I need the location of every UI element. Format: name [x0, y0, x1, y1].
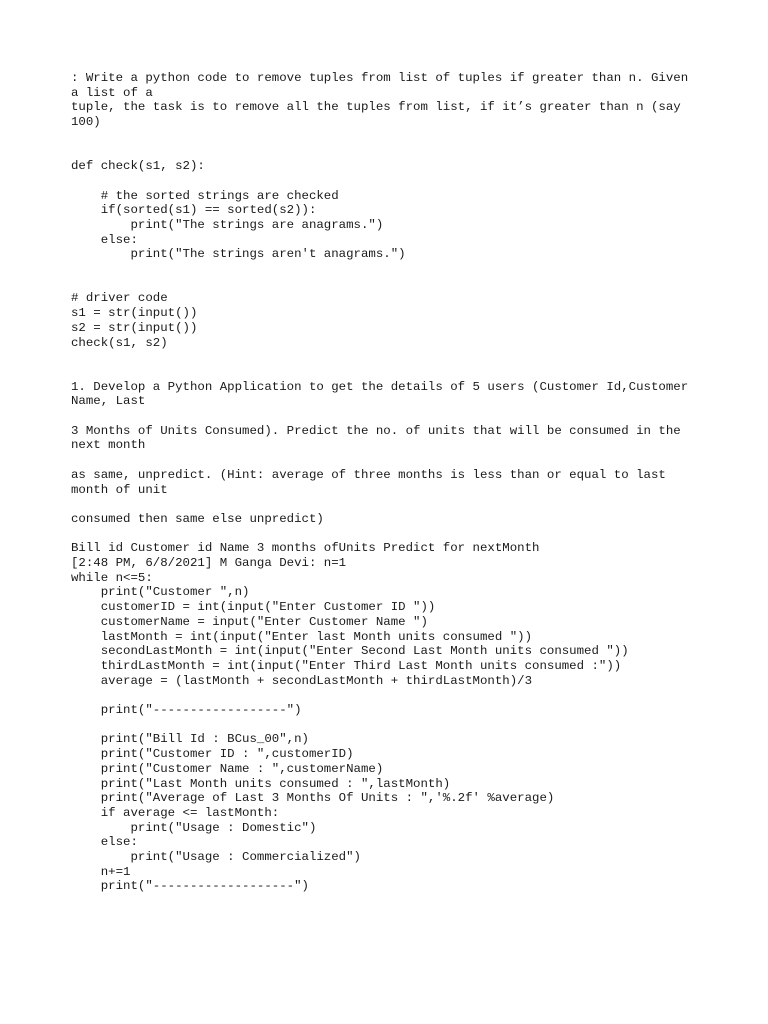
text-line: [71, 453, 701, 468]
text-line: if(sorted(s1) == sorted(s2)):: [71, 203, 317, 218]
text-line: tuple, the task is to remove all the tuples from list, if it’s greater than n (say: [71, 100, 681, 115]
text-line: # driver code: [71, 291, 168, 306]
text-line: 100): [71, 115, 101, 130]
text-line: Name, Last: [71, 394, 146, 409]
text-line: month of unit: [71, 482, 168, 497]
text-line: print("Last Month units consumed : ",lastMonth): [71, 776, 451, 791]
text-line: print("The strings aren't anagrams."): [71, 247, 406, 262]
text-line: consumed then same else unpredict): [71, 511, 324, 526]
text-line: [71, 130, 701, 145]
text-line: [71, 527, 701, 542]
text-line: print("Usage : Commercialized"): [71, 850, 361, 865]
text-line: : Write a python code to remove tuples from list of tuples if greater than n. Given: [71, 71, 689, 85]
text-line: s2 = str(input()): [71, 320, 198, 335]
text-line: [2:48 PM, 6/8/2021] M Ganga Devi: n=1: [71, 556, 347, 571]
text-line: [71, 145, 701, 160]
text-line: average = (lastMonth + secondLastMonth + thirdLastMonth)/3: [71, 673, 533, 688]
text-line: [71, 688, 701, 703]
text-line: 3 Months of Units Consumed). Predict the no. of units that will be consumed in the: [71, 423, 681, 438]
text-line: print("Customer ID : ",customerID): [71, 747, 354, 762]
text-line: print("Average of Last 3 Months Of Units : ",'%.2f' %average): [71, 791, 555, 806]
text-line: print("Customer Name : ",customerName): [71, 761, 384, 776]
text-line: print("The strings are anagrams."): [71, 217, 384, 232]
text-line: check(s1, s2): [71, 335, 168, 350]
text-line: print("Bill Id : BCus_00",n): [71, 732, 309, 747]
document-page: [71, 71, 701, 894]
text-line: [71, 350, 701, 365]
text-line: lastMonth = int(input("Enter last Month units consumed ")): [71, 629, 533, 644]
text-line: customerName = input("Enter Customer Name "): [71, 614, 428, 629]
text-line: [71, 174, 701, 189]
text-line: s1 = str(input()): [71, 306, 198, 321]
text-line: else:: [71, 835, 138, 850]
text-line: [71, 262, 701, 277]
text-line: [71, 365, 701, 380]
text-line: [71, 497, 701, 512]
text-line: print("Usage : Domestic"): [71, 820, 317, 835]
text-line: next month: [71, 438, 146, 453]
text-line: if average <= lastMonth:: [71, 805, 280, 820]
text-line: 1. Develop a Python Application to get the details of 5 users (Customer Id,Customer: [71, 379, 689, 394]
text-line: customerID = int(input("Enter Customer ID ")): [71, 600, 436, 615]
text-line: [71, 718, 701, 733]
text-line: else:: [71, 232, 138, 247]
text-line: # the sorted strings are checked: [71, 188, 339, 203]
text-line: n+=1: [71, 864, 131, 879]
text-line: while n<=5:: [71, 570, 153, 585]
text-line: def check(s1, s2):: [71, 159, 205, 174]
text-line: Bill id Customer id Name 3 months ofUnits Predict for nextMonth: [71, 541, 540, 556]
text-line: print("-------------------"): [71, 879, 309, 894]
text-line: a list of a: [71, 85, 153, 100]
text-line: secondLastMonth = int(input("Enter Second Last Month units consumed ")): [71, 644, 629, 659]
text-line: [71, 277, 701, 292]
text-line: print("Customer ",n): [71, 585, 250, 600]
text-line: as same, unpredict. (Hint: average of three months is less than or equal to last: [71, 467, 666, 482]
text-line: [71, 409, 701, 424]
text-line: thirdLastMonth = int(input("Enter Third Last Month units consumed :")): [71, 658, 622, 673]
text-line: print("------------------"): [71, 703, 302, 718]
